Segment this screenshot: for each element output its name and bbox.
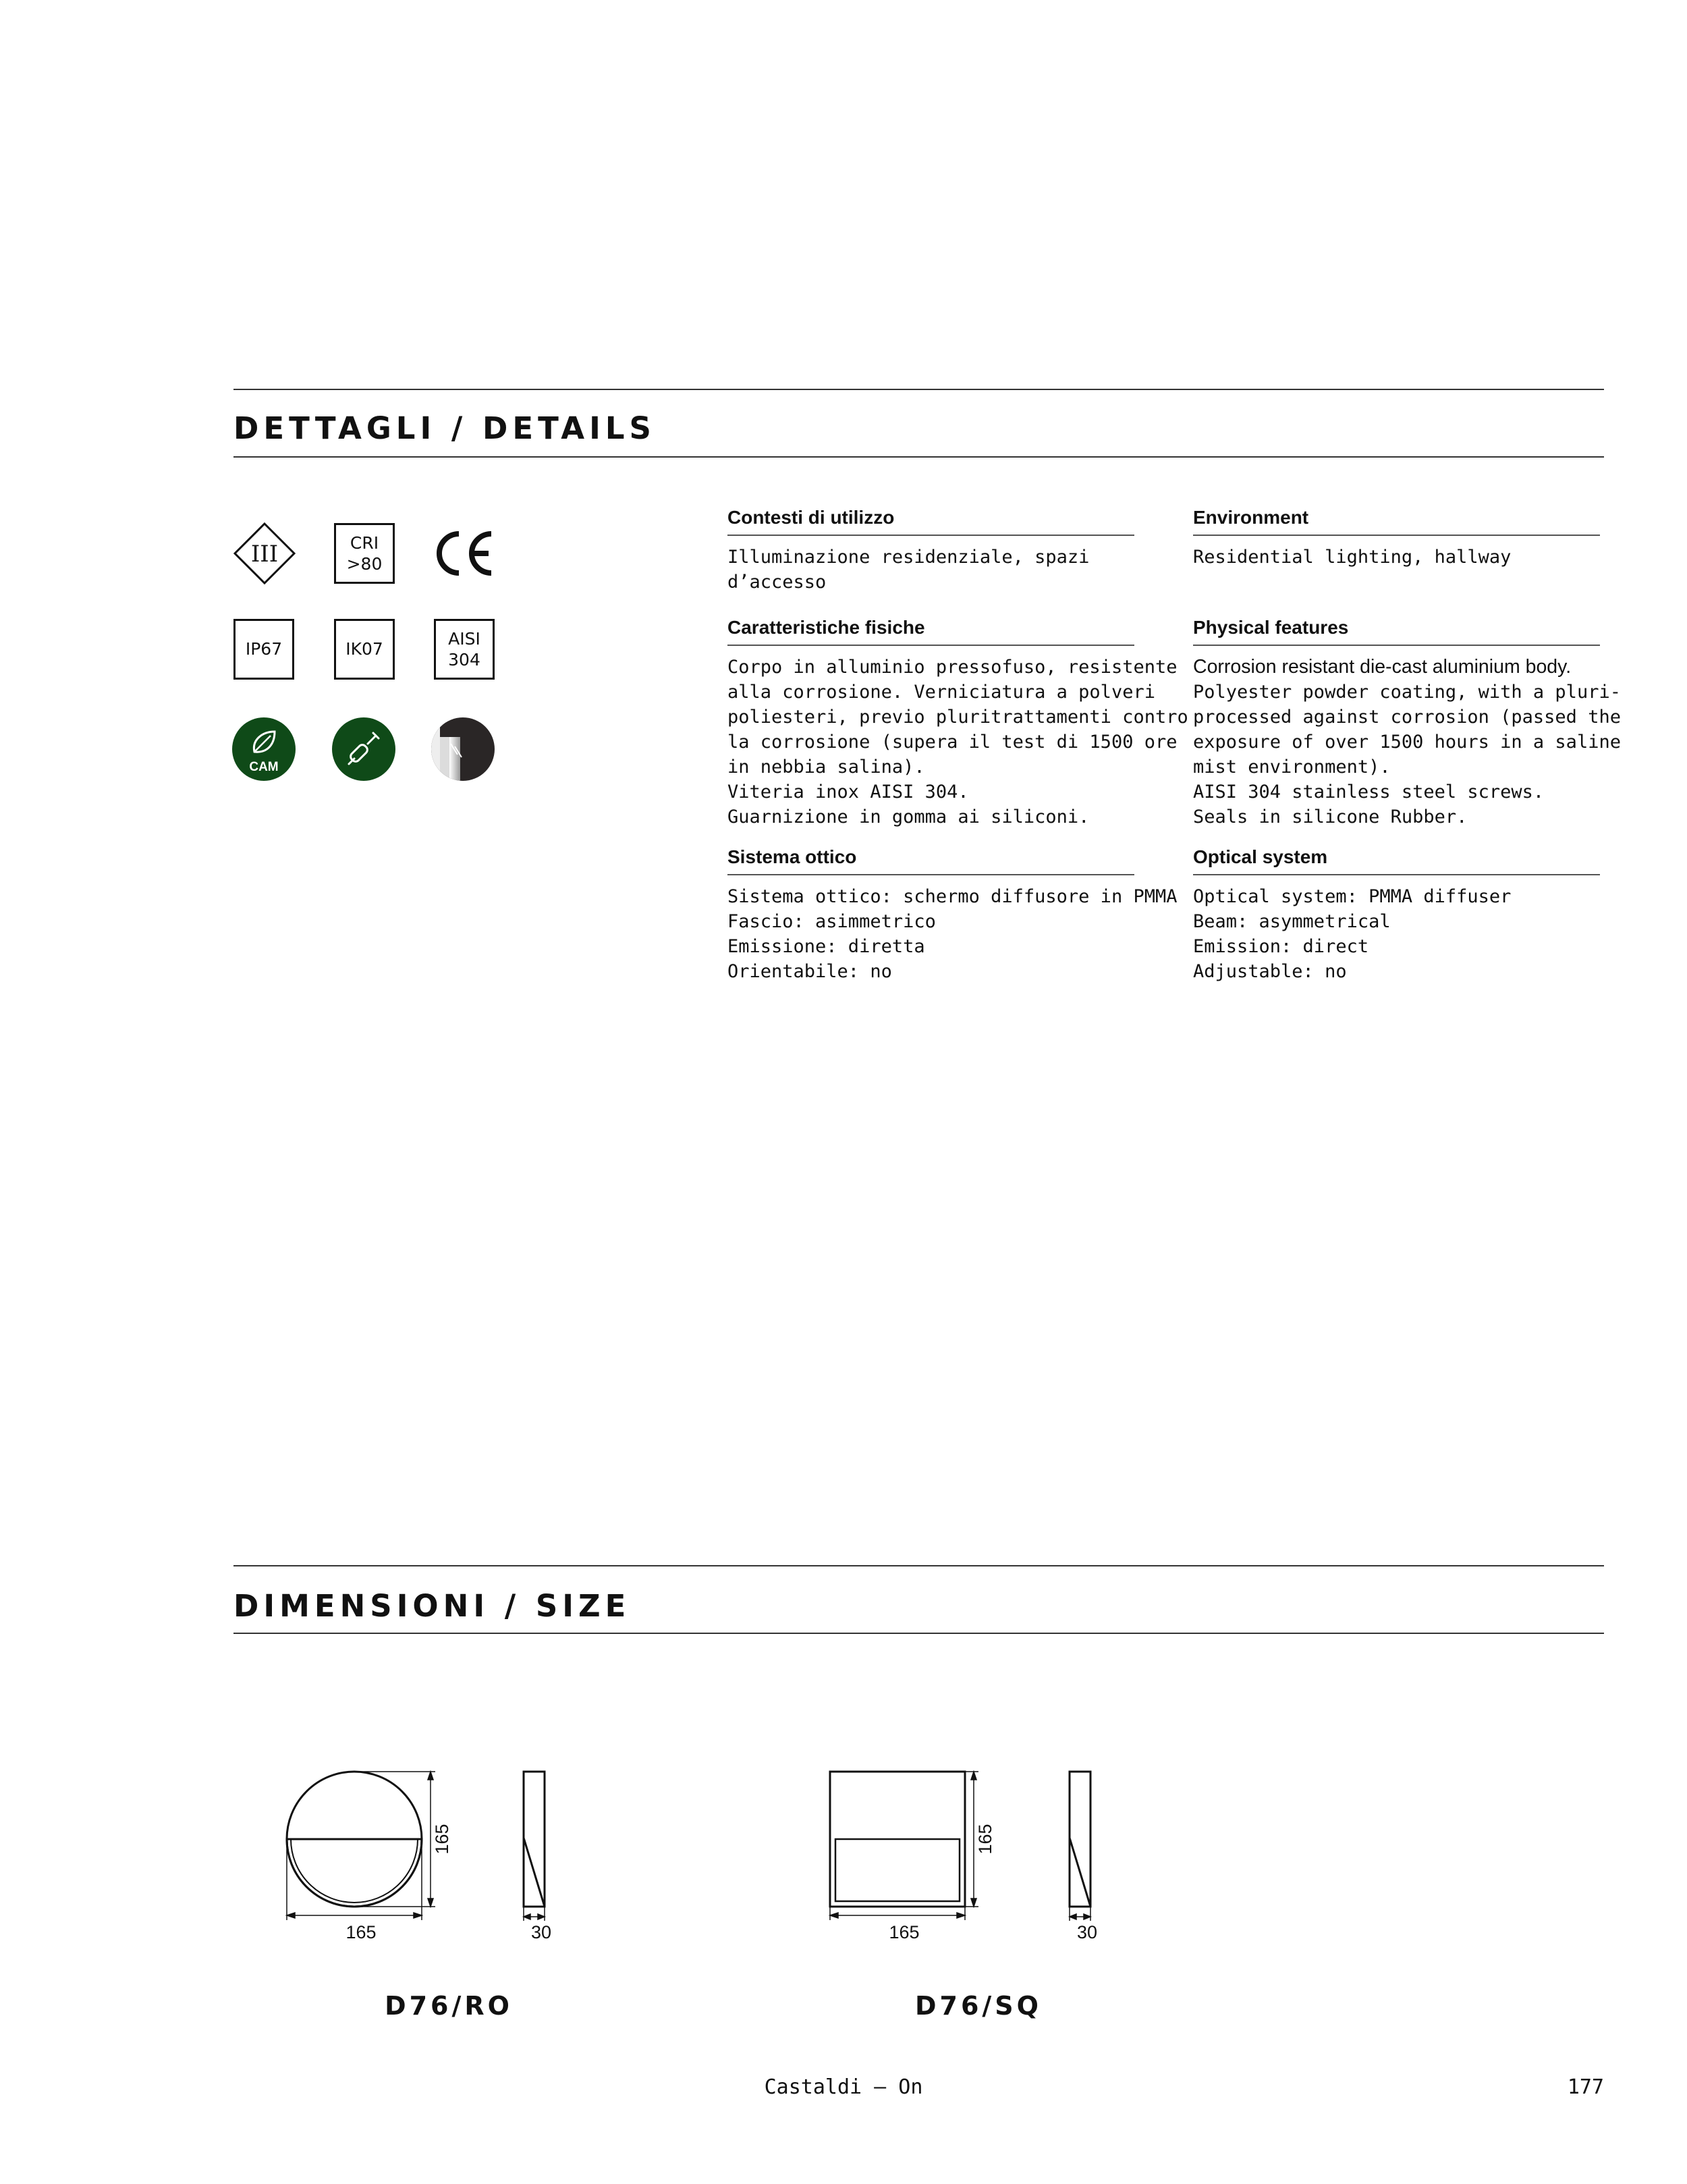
en-body-optical: Optical system: PMMA diffuser Beam: asymmetrical Emission: direct Adjustable: no <box>1193 886 1512 982</box>
d76-sq-drawing <box>820 1762 1103 1944</box>
it-body-environment: Illuminazione residenziale, spazi d’accesso <box>727 547 1090 593</box>
d76-ro-depth-label: 30 <box>530 1922 552 1942</box>
en-heading-optical: Optical system <box>1193 846 1600 875</box>
d76-sq-diffuser <box>835 1839 960 1901</box>
d76-sq-width-label: 165 <box>889 1922 920 1942</box>
d76-ro-side-view <box>524 1772 545 1907</box>
d76-ro-model-label: D76/RO <box>385 1991 513 2021</box>
d76-ro-width-label: 165 <box>345 1922 377 1942</box>
d76-sq-side-view <box>1070 1772 1090 1907</box>
aisi-304-badge <box>434 619 495 680</box>
size-top-rule <box>233 1565 1604 1566</box>
d76-ro-height-label: 165 <box>432 1824 452 1855</box>
class-iii-icon <box>233 522 296 584</box>
svg-text:III: III <box>250 541 279 568</box>
aisi-label: AISI <box>448 628 480 649</box>
cam-leaf-icon <box>231 717 296 782</box>
svg-text:CAM: CAM <box>249 760 279 774</box>
en-heading-environment: Environment <box>1193 506 1600 536</box>
cri-label: CRI <box>350 533 379 553</box>
ip-rating: IP67 <box>245 639 283 659</box>
ik-rating: IK07 <box>345 639 383 659</box>
ip67-badge <box>233 619 294 680</box>
details-section-title: DETTAGLI / DETAILS <box>233 410 656 446</box>
it-heading-physical: Caratteristiche fisiche <box>727 616 1134 646</box>
d76-sq-depth-label: 30 <box>1076 1922 1098 1942</box>
en-heading-physical: Physical features <box>1193 616 1600 646</box>
cri-value: >80 <box>346 554 383 574</box>
d76-sq-model-label: D76/SQ <box>915 1991 1042 2021</box>
wall-mount-icon <box>431 717 495 782</box>
it-body-physical: Corpo in alluminio pressofuso, resistente alla corrosione. Verniciatura a polveri poliesteri, previo pluritrattamenti contro la corrosione (supera il test di 1500 ore in nebbia salina). Viteria inox AISI 304. Guarnizione in gomma ai siliconi. <box>727 657 1188 827</box>
d76-sq-height-label: 165 <box>975 1824 995 1855</box>
it-heading-environment: Contesti di utilizzo <box>727 506 1134 536</box>
size-section-title: DIMENSIONI / SIZE <box>233 1588 631 1624</box>
ik07-badge <box>334 619 395 680</box>
d76-ro-drawing <box>277 1762 560 1944</box>
it-heading-optical: Sistema ottico <box>727 846 1134 875</box>
details-title-rule <box>233 456 1604 458</box>
size-title-rule <box>233 1633 1604 1634</box>
top-rule <box>233 389 1604 390</box>
cri-badge <box>334 523 395 584</box>
d76-ro-diffuser <box>287 1839 422 1907</box>
en-body-physical: Corrosion resistant die-cast aluminium body. Polyester powder coating, with a pluri- processed against corrosion (passed the exposure of over 1500 hours in a saline mist environment). AISI 304 stainless steel screws. Seals in silicone Rubber. <box>1193 656 1621 827</box>
footer-title: Castaldi — On <box>764 2075 923 2099</box>
ce-mark-icon <box>432 528 497 578</box>
page-number: 177 <box>1567 2075 1604 2099</box>
aisi-value: 304 <box>448 650 480 670</box>
it-body-optical: Sistema ottico: schermo diffusore in PMMA Fascio: asimmetrico Emissione: diretta Orientabile: no <box>727 886 1178 982</box>
en-body-environment: Residential lighting, hallway <box>1193 547 1512 568</box>
screwdriver-icon <box>331 717 396 782</box>
